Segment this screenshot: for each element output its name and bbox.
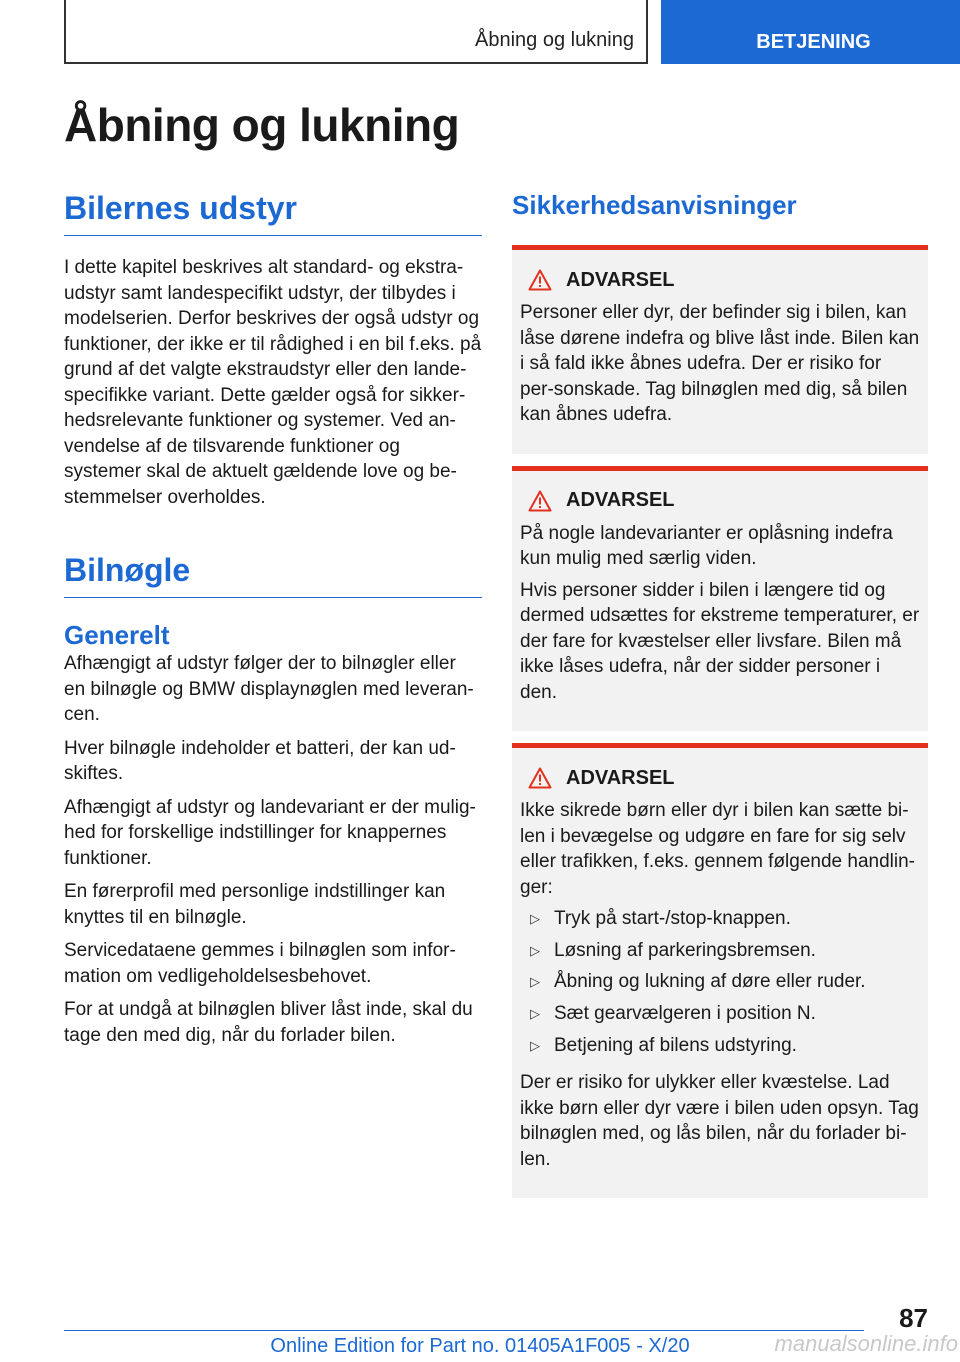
list-item-text: Betjening af bilens udstyring. [554, 1034, 797, 1056]
header-chapter-label: BETJENING [756, 31, 871, 53]
warning-label: ADVARSEL [566, 268, 675, 291]
subsection-title-general: Generelt [64, 620, 170, 650]
footer-divider [64, 1330, 864, 1331]
car-key-paragraph: Hver bilnøgle indeholder et batteri, der kan ud-skiftes. [64, 737, 456, 784]
section-title-safety: Sikkerhedsanvisninger [512, 190, 797, 220]
section-title-car-key: Bilnøgle [64, 552, 482, 598]
warning-text: På nogle landevarianter er oplåsning indefra kun mulig med særlig viden. [520, 522, 893, 569]
action-list [520, 906, 920, 1064]
triangle-bullet-icon: ▷ [530, 1006, 540, 1022]
section-title-equipment: Bilernes udstyr [64, 190, 482, 236]
warning-text: Ikke sikrede børn eller dyr i bilen kan sætte bi-len i bevægelse og udgøre en fare for sig selv eller trafikken, f.eks. gennem følgende handlin-ger: [520, 800, 915, 898]
triangle-bullet-icon: ▷ [530, 942, 540, 958]
warning-box [512, 466, 928, 732]
car-key-paragraph: Servicedataene gemmes i bilnøglen som infor-mation om vedligeholdelsesbehovet. [64, 940, 456, 987]
warning-box [512, 743, 928, 1198]
list-item [520, 1033, 920, 1065]
page-number: 87 [899, 1303, 928, 1333]
left-column [64, 190, 482, 1056]
right-column [512, 190, 928, 1198]
car-key-paragraph: En førerprofil med personlige indstillinger kan knyttes til en bilnøgle. [64, 881, 446, 928]
warning-header [520, 268, 920, 292]
triangle-bullet-icon: ▷ [530, 1037, 540, 1053]
car-key-paragraph: For at undgå at bilnøglen bliver låst inde, skal du tage den med dig, når du forlader bilen. [64, 999, 473, 1046]
warning-label: ADVARSEL [566, 766, 675, 789]
warning-text: Der er risiko for ulykker eller kvæstelse. Lad ikke børn eller dyr være i bilen uden opsyn. Tag bilnøglen med, og lås bilen, når du forlader bi-len. [520, 1072, 919, 1170]
triangle-bullet-icon: ▷ [530, 974, 540, 990]
car-key-paragraph: Afhængigt af udstyr følger der to bilnøgler eller en bilnøgle og BMW displaynøglen med leveran-cen. [64, 653, 474, 725]
list-item [520, 938, 920, 970]
list-item [520, 1001, 920, 1033]
warning-triangle-icon [520, 766, 560, 790]
header-section-title: Åbning og lukning [474, 29, 634, 51]
list-item [520, 906, 920, 938]
page-title: Åbning og lukning [64, 99, 460, 151]
warning-triangle-icon [520, 268, 560, 292]
list-item-text: Åbning og lukning af døre eller ruder. [554, 971, 866, 993]
list-item-text: Løsning af parkeringsbremsen. [554, 939, 816, 961]
warning-text: Hvis personer sidder i bilen i længere tid og dermed udsættes for ekstreme temperaturer, er der fare for kvæstelser eller livsfare. Bilen må ikke låses udefra, når der sidder personer i den. [520, 579, 920, 703]
header-chapter-tab[interactable] [661, 0, 960, 64]
warning-text: Personer eller dyr, der befinder sig i bilen, kan låse dørene indefra og blive låst inde. Bilen kan i så fald ikke åbnes udefra. Der er risiko for per-sonskade. Tag bilnøglen med dig, så bilen kan åbnes udefra. [520, 302, 920, 425]
list-item-text: Sæt gearvælgeren i position N. [554, 1003, 816, 1025]
triangle-bullet-icon: ▷ [530, 911, 540, 926]
header-section-box [64, 0, 648, 64]
warning-label: ADVARSEL [566, 489, 675, 511]
equipment-paragraph: I dette kapitel beskrives alt standard- og ekstra-udstyr samt landespecifikt udstyr, der tilbydes i modelserien. Derfor beskrives der også udstyr og funktioner, der ikke er til rådighed i en bil f.eks. på grund af det valgte ekstraudstyr eller den lande-specifikke variant. Dette gælder også for sikker-hedsrelevante funktioner og systemer. Ved an-vendelse af de tilsvarende funktioner og systemer skal de aktuelt gældende love og be-stemmelser overholdes. [64, 257, 482, 508]
car-key-paragraph: Afhængigt af udstyr og landevariant er der mulig-hed for forskellige indstillinger for knappernes funktioner. [64, 796, 476, 869]
list-item [520, 969, 920, 1001]
warning-header [520, 489, 920, 513]
watermark: manualsonline.info [774, 1331, 958, 1356]
warning-header [520, 766, 920, 790]
list-item-text: Tryk på start-/stop-knappen. [554, 908, 791, 929]
warning-triangle-icon [520, 489, 560, 513]
footer-edition: Online Edition for Part no. 01405A1F005 - X/20 [270, 1335, 690, 1357]
warning-box [512, 245, 928, 454]
